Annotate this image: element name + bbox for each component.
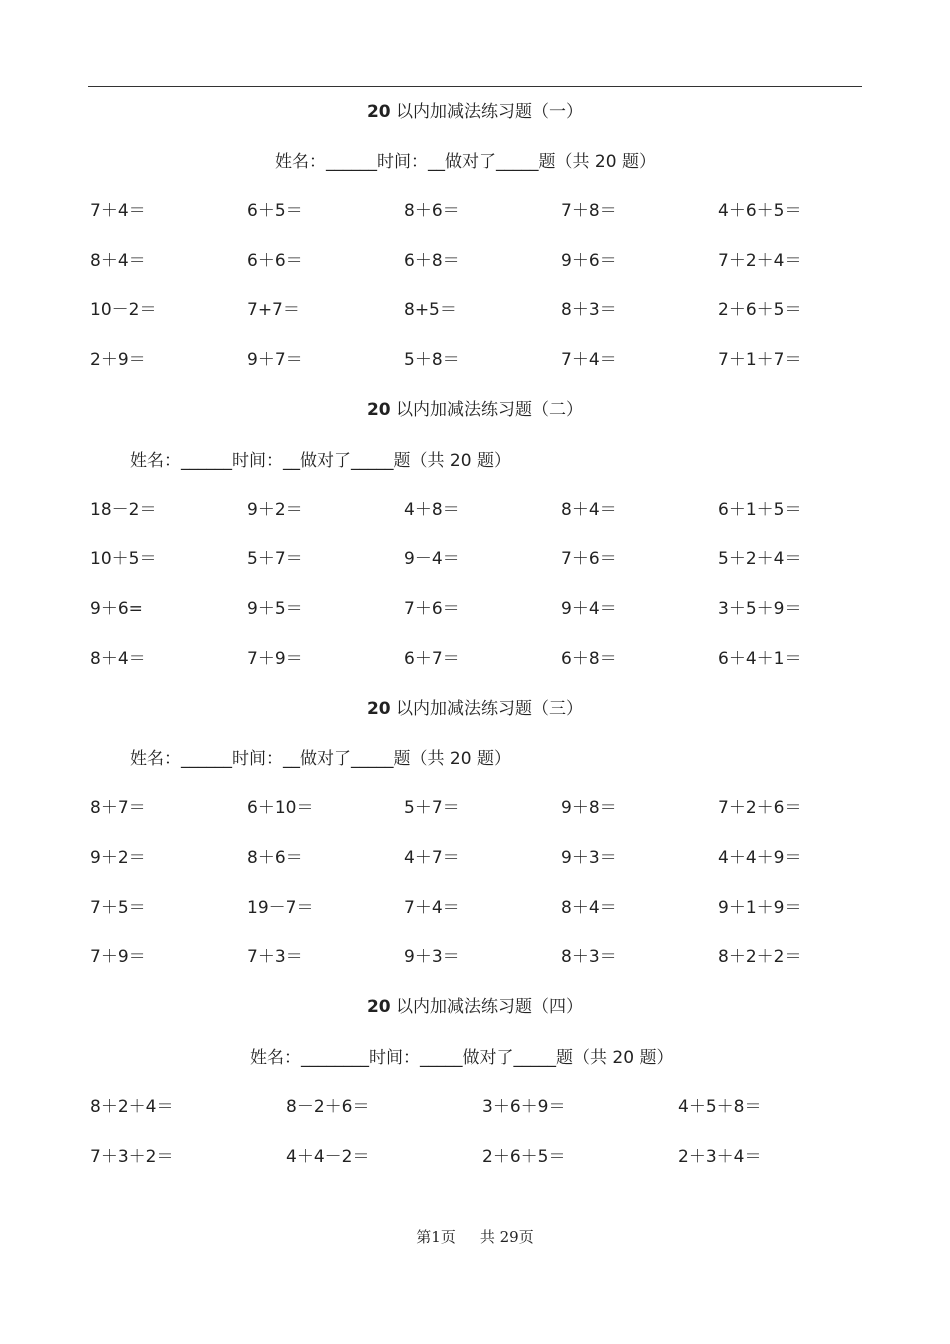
problem: 8＋2＋4＝: [90, 1097, 174, 1117]
problem: 7＋3＝: [247, 947, 303, 967]
problem: 6＋8＝: [404, 251, 460, 271]
problem: 7＋3＋2＝: [90, 1147, 174, 1167]
problem: 9＋3＝: [404, 947, 460, 967]
problem: 4＋8＝: [404, 500, 460, 520]
problem: 6＋10＝: [247, 798, 314, 818]
problem: 8＋3＝: [561, 300, 617, 320]
problem: 9＋2＝: [247, 500, 303, 520]
problem: 10－2＝: [90, 300, 157, 320]
problem: 9＋5＝: [247, 599, 303, 619]
problem: 9＋1＋9＝: [718, 898, 802, 918]
problem: 7+7＝: [247, 300, 300, 320]
problem: 7＋9＝: [247, 649, 303, 669]
problem: 6＋4＋1＝: [718, 649, 802, 669]
problem: 8＋3＝: [561, 947, 617, 967]
top-rule: [88, 86, 862, 87]
problem: 9＋3＝: [561, 848, 617, 868]
problem: 8＋6＝: [247, 848, 303, 868]
problem: 7＋2＋4＝: [718, 251, 802, 271]
problem: 4＋4＋9＝: [718, 848, 802, 868]
problem: 8＋2＋2＝: [718, 947, 802, 967]
problem: 6＋1＋5＝: [718, 500, 802, 520]
problem: 7＋6＝: [404, 599, 460, 619]
problem: 9＋7＝: [247, 350, 303, 370]
problem: 3＋5＋9＝: [718, 599, 802, 619]
problem: 8＋6＝: [404, 201, 460, 221]
problem: 6＋5＝: [247, 201, 303, 221]
problem: 4＋4－2＝: [286, 1147, 370, 1167]
problem: 9＋8＝: [561, 798, 617, 818]
problem: 7＋4＝: [404, 898, 460, 918]
problem: 9－4＝: [404, 549, 460, 569]
page-footer: [0, 1226, 950, 1247]
problem: 3＋6＋9＝: [482, 1097, 566, 1117]
problem: 8－2＋6＝: [286, 1097, 370, 1117]
problem: 2＋9＝: [90, 350, 146, 370]
problem: 9＋6=: [90, 599, 143, 619]
student-info-line: 姓名：________时间：_____做对了_____题（共 20 题）: [250, 1048, 674, 1068]
problem: 4＋5＋8＝: [678, 1097, 762, 1117]
problem: 6＋7＝: [404, 649, 460, 669]
problem: 8＋7＝: [90, 798, 146, 818]
problem: 2＋6＋5＝: [718, 300, 802, 320]
section-title: 20 以内加减法练习题（四）: [366, 997, 584, 1017]
student-info-line: 姓名：______时间：__做对了_____题（共 20 题）: [130, 749, 511, 769]
student-info-line: 姓名：______时间：__做对了_____题（共 20 题）: [275, 152, 656, 172]
problem: 7＋5＝: [90, 898, 146, 918]
problem: 18－2＝: [90, 500, 157, 520]
section-title: 20 以内加减法练习题（三）: [366, 699, 584, 719]
problem: 5＋2＋4＝: [718, 549, 802, 569]
problem: 6＋6＝: [247, 251, 303, 271]
problem: 10＋5＝: [90, 549, 157, 569]
section-title: 20 以内加减法练习题（一）: [366, 102, 584, 122]
problem: 7＋8＝: [561, 201, 617, 221]
problem: 5＋7＝: [404, 798, 460, 818]
problem: 2＋3＋4＝: [678, 1147, 762, 1167]
problem: 7＋1＋7＝: [718, 350, 802, 370]
problem: 9＋6＝: [561, 251, 617, 271]
problem: 8＋4＝: [90, 649, 146, 669]
problem: 9＋2＝: [90, 848, 146, 868]
problem: 8＋4＝: [561, 898, 617, 918]
problem: 2＋6＋5＝: [482, 1147, 566, 1167]
student-info-line: 姓名：______时间：__做对了_____题（共 20 题）: [130, 451, 511, 471]
problem: 7＋9＝: [90, 947, 146, 967]
problem: 4＋7＝: [404, 848, 460, 868]
problem: 6＋8＝: [561, 649, 617, 669]
page-number: 第1页: [416, 1228, 456, 1246]
problem: 7＋4＝: [90, 201, 146, 221]
problem: 19－7＝: [247, 898, 314, 918]
problem: 7＋4＝: [561, 350, 617, 370]
problem: 8＋4＝: [561, 500, 617, 520]
problem: 7＋6＝: [561, 549, 617, 569]
problem: 8+5＝: [404, 300, 457, 320]
problem: 9＋4＝: [561, 599, 617, 619]
problem: 8＋4＝: [90, 251, 146, 271]
problem: 4＋6＋5＝: [718, 201, 802, 221]
problem: 5＋7＝: [247, 549, 303, 569]
section-title: 20 以内加减法练习题（二）: [366, 400, 584, 420]
problem: 5＋8＝: [404, 350, 460, 370]
page-total: 共 29页: [479, 1228, 534, 1246]
problem: 7＋2＋6＝: [718, 798, 802, 818]
